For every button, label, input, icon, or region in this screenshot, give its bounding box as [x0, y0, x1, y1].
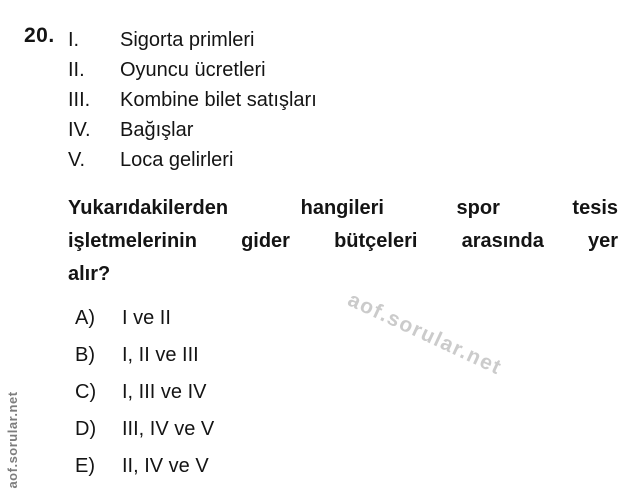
- stem-line: Yukarıdakilerden hangileri spor tesis: [68, 197, 618, 219]
- option-row-d: [75, 411, 214, 448]
- statement-text: Oyuncu ücretleri: [120, 59, 266, 81]
- option-letter: A): [75, 307, 95, 329]
- watermark-vertical: aof.sorular.net: [5, 391, 20, 489]
- option-letter: D): [75, 418, 97, 440]
- option-row-e: [75, 448, 214, 485]
- statement-numeral: III.: [68, 89, 91, 111]
- statement-text: Kombine bilet satışları: [120, 89, 317, 111]
- statement-text: Bağışlar: [120, 119, 194, 141]
- statement-numeral: V.: [68, 149, 86, 171]
- stem-line: alır?: [68, 263, 111, 285]
- statement-numeral: IV.: [68, 119, 91, 141]
- statement-text: Sigorta primleri: [120, 29, 255, 51]
- statement-row: [68, 115, 317, 145]
- option-row-c: [75, 374, 214, 411]
- question-number: 20.: [24, 24, 55, 47]
- numbered-statements: [68, 25, 317, 175]
- answer-options: [75, 300, 214, 485]
- option-text: I, II ve III: [122, 344, 199, 366]
- question-stem: [68, 192, 618, 291]
- statement-numeral: II.: [68, 59, 85, 81]
- statement-row: [68, 85, 317, 115]
- statement-text: Loca gelirleri: [120, 149, 234, 171]
- statement-row: [68, 25, 317, 55]
- statement-row: [68, 145, 317, 175]
- statement-numeral: I.: [68, 29, 80, 51]
- option-letter: B): [75, 344, 95, 366]
- option-row-b: [75, 337, 214, 374]
- option-text: II, IV ve V: [122, 455, 209, 477]
- watermark-diagonal: aof.sorular.net: [344, 288, 506, 380]
- option-text: I, III ve IV: [122, 381, 207, 403]
- option-letter: C): [75, 381, 97, 403]
- option-letter: E): [75, 455, 95, 477]
- option-text: I ve II: [122, 307, 171, 329]
- statement-row: [68, 55, 317, 85]
- stem-line: işletmelerinin gider bütçeleri arasında yer: [68, 230, 618, 252]
- option-text: III, IV ve V: [122, 418, 215, 440]
- option-row-a: [75, 300, 214, 337]
